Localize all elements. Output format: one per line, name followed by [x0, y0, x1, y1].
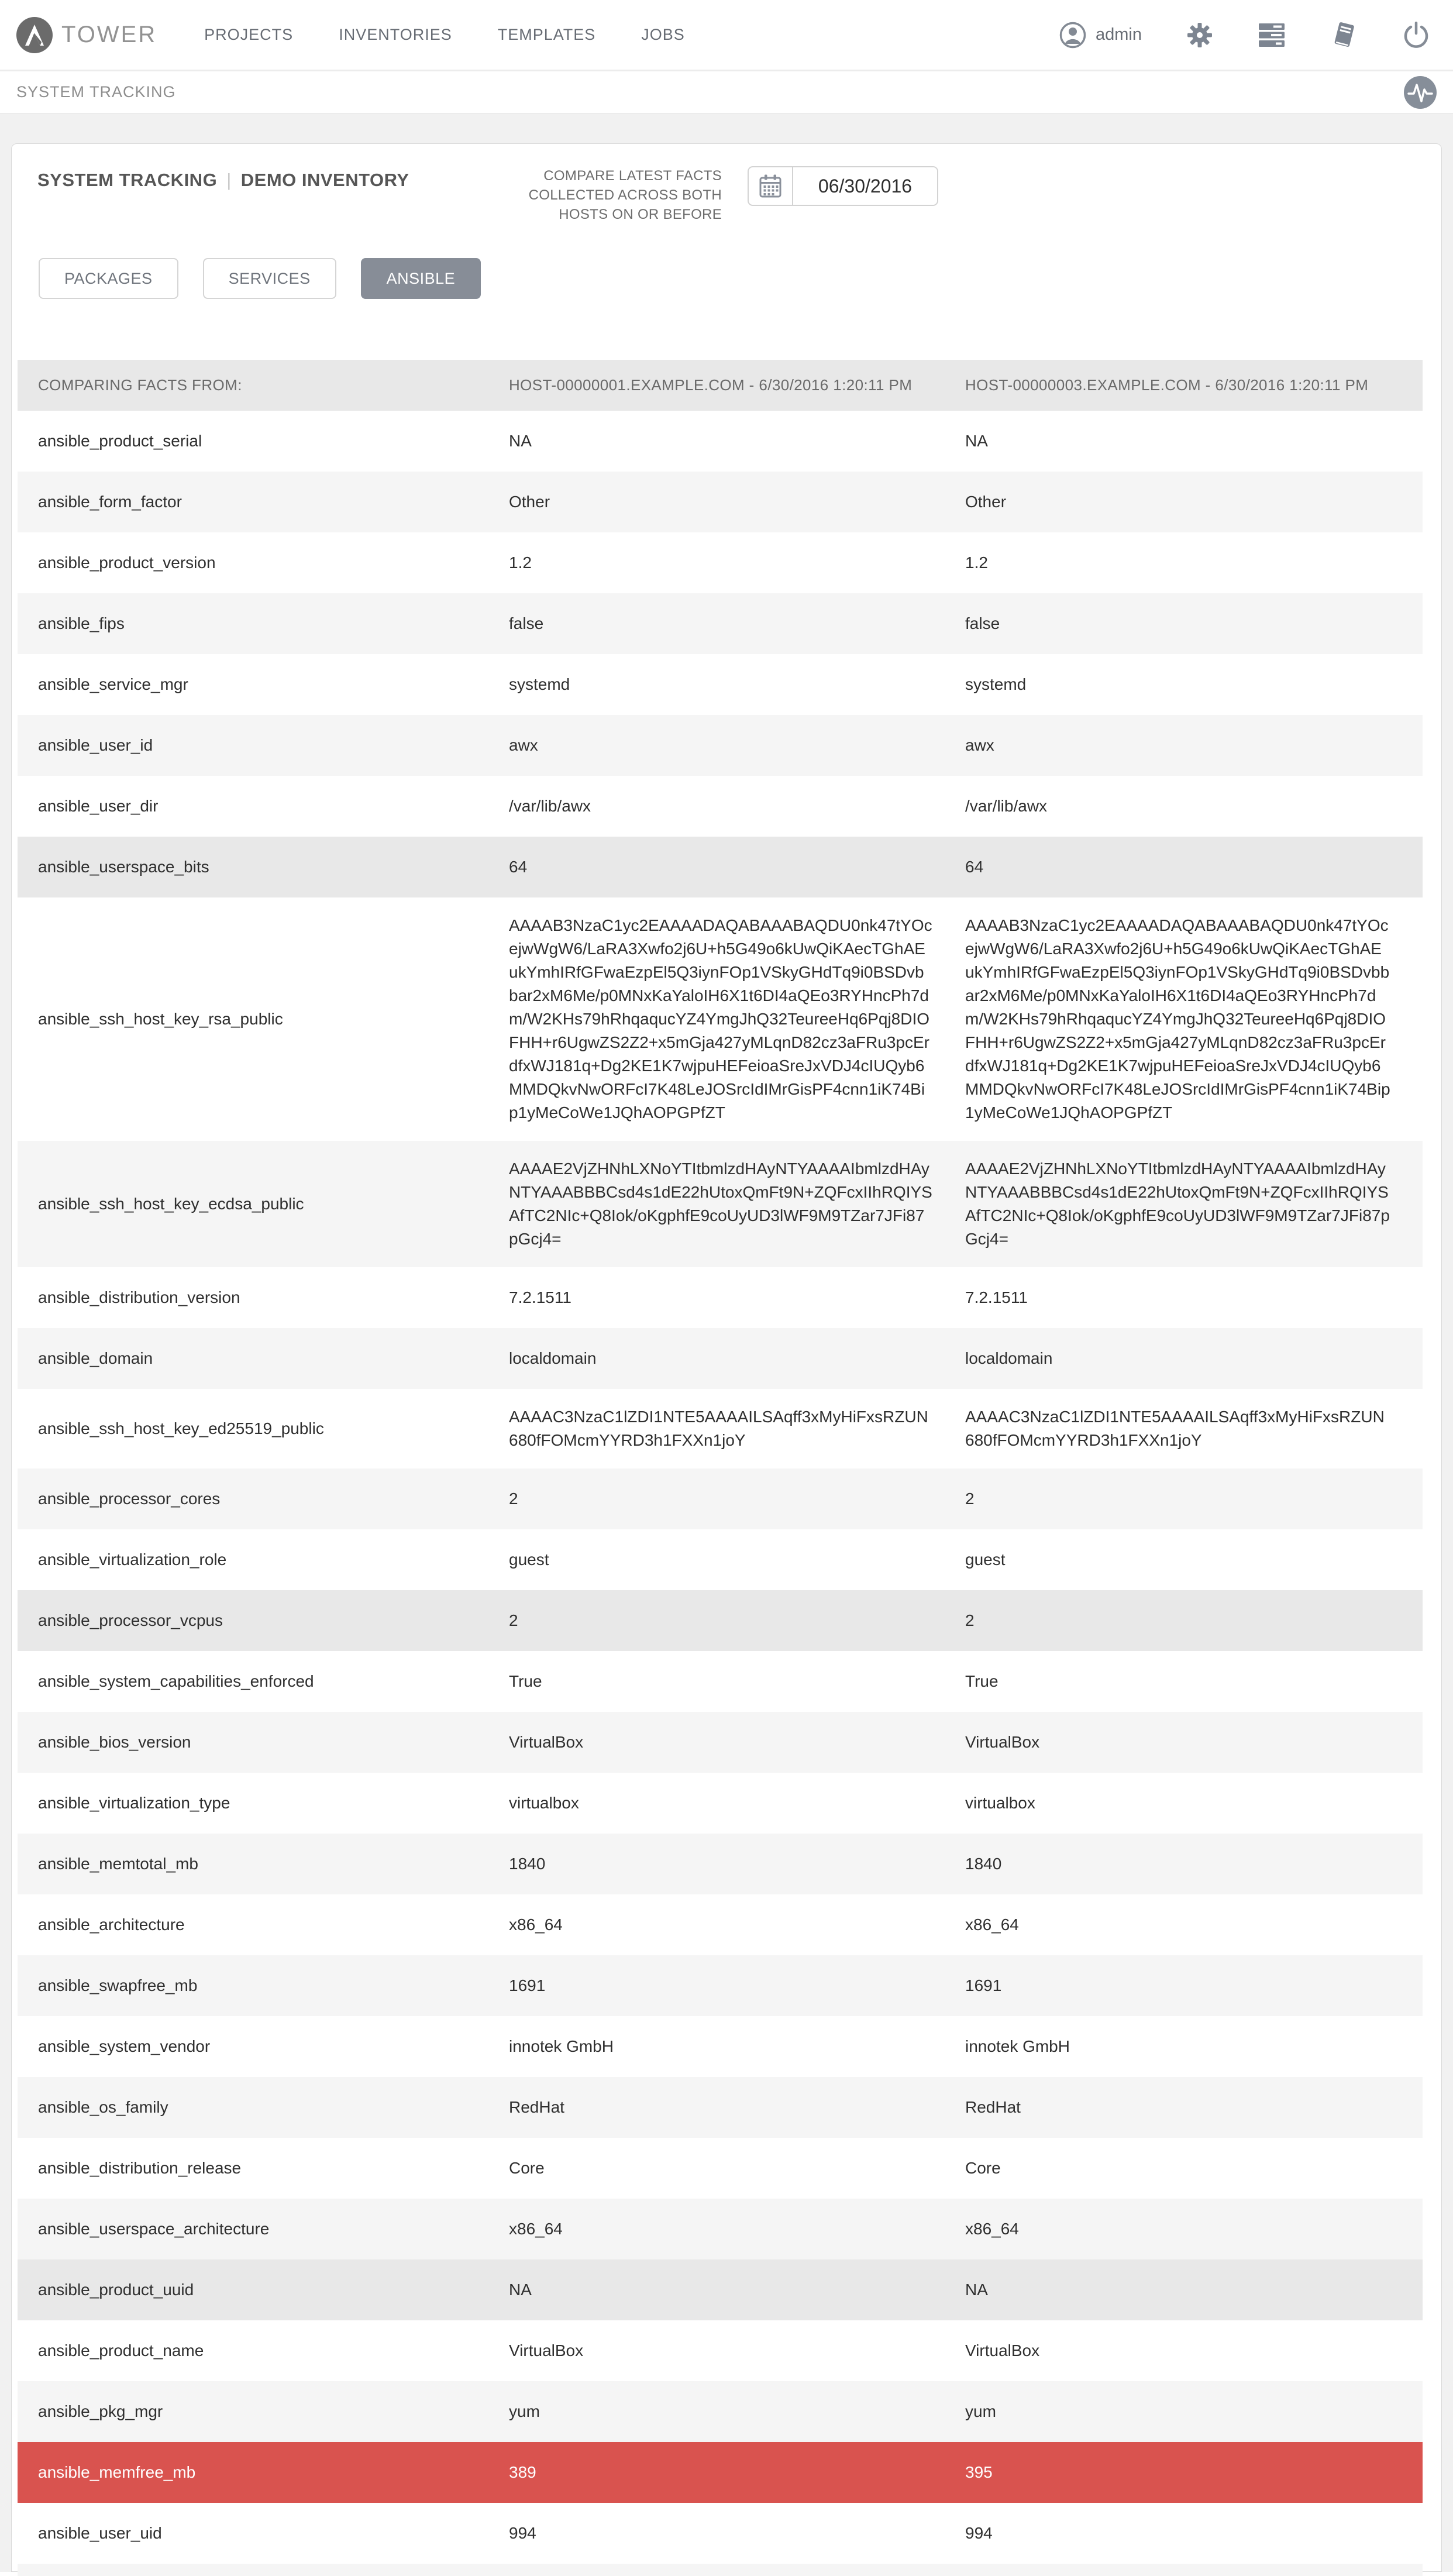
table-row [18, 593, 1423, 654]
host1-value: 994 [509, 2524, 536, 2542]
host1-value: 64 [509, 858, 528, 876]
host2-value: 7.2.1511 [965, 1288, 1028, 1306]
host2-value: 1.2 [965, 553, 988, 572]
host2-value: AAAAB3NzaC1yc2EAAAADAQABAAABAQDU0nk47tYOcejwWgW6/LaRA3Xwfo2j6U+h5G49o6kUwQiKAecTGhAEukYmhIRfGFwaEzpEl5Q3iynFOp1VSkyGHdTq9i0BSDvbbar2xM6Me/p0MNxKaYaloIH6X1t6DI4aQEo3RYHncPh7dm/W2KHs79hRhqaqucYZ4YmgJhQ32TeureeHq6Pqj8DIOFHH+r6UgwZS2Z2+x5mGja427yMLqnD82cz3aFRu3pcErdfxWJ181q+Dg2KE1K7wjpuHEFeioaSreJxVDJ4cIUQyb6MMDQkvNwORFcI7K48LeJOSrcIdIMrGisPF4cnn1iK74Bip1yMeCoWe1JQhAOPGPfZT [965, 916, 1390, 1122]
fact-name: ansible_service_mgr [38, 675, 188, 693]
fact-name: ansible_user_uid [38, 2524, 162, 2542]
host1-value: 1691 [509, 1976, 546, 1994]
fact-name: ansible_bios_version [38, 1733, 191, 1751]
host2-value: 1691 [965, 1976, 1002, 1994]
host2-value: 1840 [965, 1855, 1002, 1873]
host2-value: virtualbox [965, 1794, 1035, 1812]
fact-name: ansible_memfree_mb [38, 2463, 196, 2481]
host1-value: x86_64 [509, 2220, 563, 2238]
table-row [18, 1651, 1423, 1712]
host1-value: AAAAE2VjZHNhLXNoYTItbmlzdHAyNTYAAAAIbmlzdHAyNTYAAABBBCsd4s1dE22hUtoxQmFt9N+ZQFcxIIhRQIYSAfTC2NIc+Q8Iok/oKgphfE9coUyUD3lWF9M9TZar7JFi87pGcj4= [509, 1160, 932, 1248]
facts-table-header [18, 360, 1423, 411]
host1-value: systemd [509, 675, 570, 693]
server-stack-icon[interactable] [1258, 22, 1286, 49]
date-picker [748, 166, 938, 206]
host1-value: 1840 [509, 1855, 546, 1873]
table-row [18, 2381, 1423, 2442]
table-row [18, 715, 1423, 776]
host1-value: false [509, 614, 544, 632]
host2-value: systemd [965, 675, 1027, 693]
nav-link-inventories[interactable]: INVENTORIES [339, 26, 452, 43]
ansible-logo-icon [16, 17, 53, 53]
gear-icon[interactable] [1186, 22, 1213, 49]
table-row [18, 1590, 1423, 1651]
table-row-partial [18, 2564, 1423, 2576]
host2-value: NA [965, 432, 988, 450]
panel-title-main: SYSTEM TRACKING [37, 170, 218, 190]
host2-value: VirtualBox [965, 2341, 1040, 2360]
fact-name: ansible_swapfree_mb [38, 1976, 198, 1994]
table-row [18, 1773, 1423, 1834]
host1-value: RedHat [509, 2098, 564, 2116]
host1-value: NA [509, 432, 532, 450]
host2-value: 2 [965, 1490, 975, 1508]
fact-name: ansible_architecture [38, 1915, 185, 1934]
table-row [18, 776, 1423, 837]
table-row [18, 472, 1423, 532]
host1-value: x86_64 [509, 1915, 563, 1934]
host2-value: VirtualBox [965, 1733, 1040, 1751]
nav-links [181, 26, 708, 44]
host2-value: AAAAC3NzaC1lZDI1NTE5AAAAILSAqff3xMyHiFxsRZUN680fFOMcmYYRD3h1FXXn1joY [965, 1408, 1385, 1449]
host2-value: True [965, 1672, 998, 1690]
host1-value: innotek GmbH [509, 2037, 614, 2055]
host1-value: virtualbox [509, 1794, 579, 1812]
fact-name: ansible_system_capabilities_enforced [38, 1672, 314, 1690]
host2-value: /var/lib/awx [965, 797, 1048, 815]
compare-date-block [529, 166, 938, 224]
breadcrumb-bar [0, 71, 1453, 114]
power-icon[interactable] [1403, 22, 1430, 49]
date-input[interactable] [793, 167, 937, 205]
host1-value: awx [509, 736, 538, 754]
host1-value: 7.2.1511 [509, 1288, 571, 1306]
host2-value: false [965, 614, 1000, 632]
host2-value: 64 [965, 858, 984, 876]
host1-value: True [509, 1672, 542, 1690]
nav-link-templates[interactable]: TEMPLATES [497, 26, 596, 43]
host2-value: guest [965, 1550, 1006, 1569]
table-row [18, 1328, 1423, 1389]
host1-value: 1.2 [509, 553, 532, 572]
fact-name: ansible_processor_cores [38, 1490, 221, 1508]
header-host1: HOST-00000001.EXAMPLE.COM - 6/30/2016 1:20:11 PM [509, 376, 913, 394]
activity-stream-icon[interactable] [1404, 76, 1437, 109]
table-row [18, 2016, 1423, 2077]
fact-name: ansible_system_vendor [38, 2037, 211, 2055]
compare-label-line1: COMPARE LATEST FACTS [543, 168, 722, 184]
tab-packages[interactable]: PACKAGES [39, 258, 178, 299]
fact-name: ansible_distribution_release [38, 2159, 242, 2177]
table-row [18, 532, 1423, 593]
host2-value: Core [965, 2159, 1001, 2177]
table-row [18, 654, 1423, 715]
table-row [18, 1267, 1423, 1328]
fact-name: ansible_processor_vcpus [38, 1611, 223, 1629]
table-row [18, 1712, 1423, 1773]
host2-value: AAAAE2VjZHNhLXNoYTItbmlzdHAyNTYAAAAIbmlzdHAyNTYAAABBBCsd4s1dE22hUtoxQmFt9N+ZQFcxIIhRQIYSAfTC2NIc+Q8Iok/oKgphfE9coUyUD3lWF9M9TZar7JFi87pGcj4= [965, 1160, 1390, 1248]
tab-services[interactable]: SERVICES [203, 258, 336, 299]
facts-rows [18, 411, 1423, 2564]
host1-value: localdomain [509, 1349, 597, 1367]
table-row [18, 2503, 1423, 2564]
fact-name: ansible_ssh_host_key_ecdsa_public [38, 1195, 304, 1213]
tower-logo[interactable] [16, 17, 157, 53]
table-row [18, 2320, 1423, 2381]
tab-ansible[interactable]: ANSIBLE [361, 258, 481, 299]
fact-name: ansible_product_uuid [38, 2281, 194, 2299]
panel-title-inventory: DEMO INVENTORY [240, 170, 409, 190]
top-nav [0, 0, 1453, 71]
fact-name: ansible_user_id [38, 736, 153, 754]
host1-value: 389 [509, 2463, 536, 2481]
table-row [18, 897, 1423, 1141]
table-row [18, 2199, 1423, 2259]
header-comparing-facts: COMPARING FACTS FROM: [38, 376, 242, 394]
fact-name: ansible_ssh_host_key_rsa_public [38, 1010, 283, 1028]
compare-label-line2: COLLECTED ACROSS BOTH [528, 187, 722, 203]
host1-value: 2 [509, 1611, 518, 1629]
host1-value: Core [509, 2159, 545, 2177]
user-menu[interactable] [1059, 22, 1142, 49]
compare-label-line3: HOSTS ON OR BEFORE [559, 207, 722, 222]
fact-name: ansible_virtualization_type [38, 1794, 230, 1812]
fact-name: ansible_fips [38, 614, 125, 632]
user-icon [1059, 22, 1086, 49]
host2-value: x86_64 [965, 2220, 1019, 2238]
calendar-icon[interactable] [749, 167, 793, 205]
fact-name: ansible_product_serial [38, 432, 202, 450]
host2-value: yum [965, 2402, 996, 2420]
table-row [18, 411, 1423, 472]
panel-header [37, 166, 1423, 224]
table-row [18, 1529, 1423, 1590]
nav-right [1059, 21, 1437, 49]
fact-name: ansible_userspace_architecture [38, 2220, 270, 2238]
title-separator: | [226, 170, 232, 190]
breadcrumb[interactable]: SYSTEM TRACKING [16, 83, 176, 101]
host1-value: AAAAB3NzaC1yc2EAAAADAQABAAABAQDU0nk47tYOcejwWgW6/LaRA3Xwfo2j6U+h5G49o6kUwQiKAecTGhAEukYmhIRfGFwaEzpEl5Q3iynFOp1VSkyGHdTq9i0BSDvbbar2xM6Me/p0MNxKaYaloIH6X1t6DI4aQEo3RYHncPh7dm/W2KHs79hRhqaqucYZ4YmgJhQ32TeureeHq6Pqj8DIOFHH+r6UgwZS2Z2+x5mGja427yMLqnD82cz3aFRu3pcErdfxWJ181q+Dg2KE1K7wjpuHEFeioaSreJxVDJ4cIUQyb6MMDQkvNwORFcI7K48LeJOSrcIdIMrGisPF4cnn1iK74Bip1yMeCoWe1JQhAOPGPfZT [509, 916, 932, 1122]
host2-value: 395 [965, 2463, 993, 2481]
brand-title: TOWER [61, 22, 157, 47]
host2-value: RedHat [965, 2098, 1021, 2116]
fact-name: ansible_domain [38, 1349, 153, 1367]
fact-name: ansible_pkg_mgr [38, 2402, 163, 2420]
nav-link-jobs[interactable]: JOBS [641, 26, 685, 43]
host1-value: VirtualBox [509, 1733, 584, 1751]
header-host2: HOST-00000003.EXAMPLE.COM - 6/30/2016 1:20:11 PM [965, 376, 1369, 394]
book-icon[interactable] [1330, 21, 1358, 49]
table-row [18, 1955, 1423, 2016]
table-row [18, 2138, 1423, 2199]
host2-value: Other [965, 493, 1007, 511]
host1-value: VirtualBox [509, 2341, 584, 2360]
fact-name: ansible_product_name [38, 2341, 204, 2360]
table-row [18, 1141, 1423, 1267]
fact-name: ansible_distribution_version [38, 1288, 240, 1306]
fact-name: ansible_userspace_bits [38, 858, 209, 876]
fact-name: ansible_ssh_host_key_ed25519_public [38, 1419, 324, 1437]
host1-value: 2 [509, 1490, 518, 1508]
fact-category-tabs [39, 258, 1423, 299]
fact-name: ansible_user_dir [38, 797, 159, 815]
user-name: admin [1096, 25, 1142, 44]
host1-value: yum [509, 2402, 540, 2420]
facts-table [18, 360, 1423, 2576]
table-row [18, 1894, 1423, 1955]
host2-value: awx [965, 736, 994, 754]
host1-value: NA [509, 2281, 532, 2299]
host2-value: x86_64 [965, 1915, 1019, 1934]
host1-value: AAAAC3NzaC1lZDI1NTE5AAAAILSAqff3xMyHiFxsRZUN680fFOMcmYYRD3h1FXXn1joY [509, 1408, 928, 1449]
page-background [0, 114, 1453, 2572]
fact-name: ansible_memtotal_mb [38, 1855, 198, 1873]
table-row [18, 1834, 1423, 1894]
system-tracking-panel [11, 143, 1442, 2572]
table-row [18, 1389, 1423, 1468]
host2-value: NA [965, 2281, 988, 2299]
host2-value: 994 [965, 2524, 993, 2542]
host1-value: Other [509, 493, 550, 511]
fact-name: ansible_os_family [38, 2098, 168, 2116]
nav-link-projects[interactable]: PROJECTS [204, 26, 294, 43]
host2-value: innotek GmbH [965, 2037, 1070, 2055]
host1-value: /var/lib/awx [509, 797, 591, 815]
compare-facts-label [529, 166, 722, 224]
fact-name: ansible_virtualization_role [38, 1550, 227, 1569]
table-row [18, 2077, 1423, 2138]
host2-value: 2 [965, 1611, 975, 1629]
table-row [18, 1468, 1423, 1529]
host1-value: guest [509, 1550, 549, 1569]
fact-name: ansible_product_version [38, 553, 216, 572]
fact-name: ansible_form_factor [38, 493, 182, 511]
table-row [18, 2442, 1423, 2503]
table-row [18, 2259, 1423, 2320]
table-row [18, 837, 1423, 897]
page-title [37, 166, 409, 191]
host2-value: localdomain [965, 1349, 1053, 1367]
